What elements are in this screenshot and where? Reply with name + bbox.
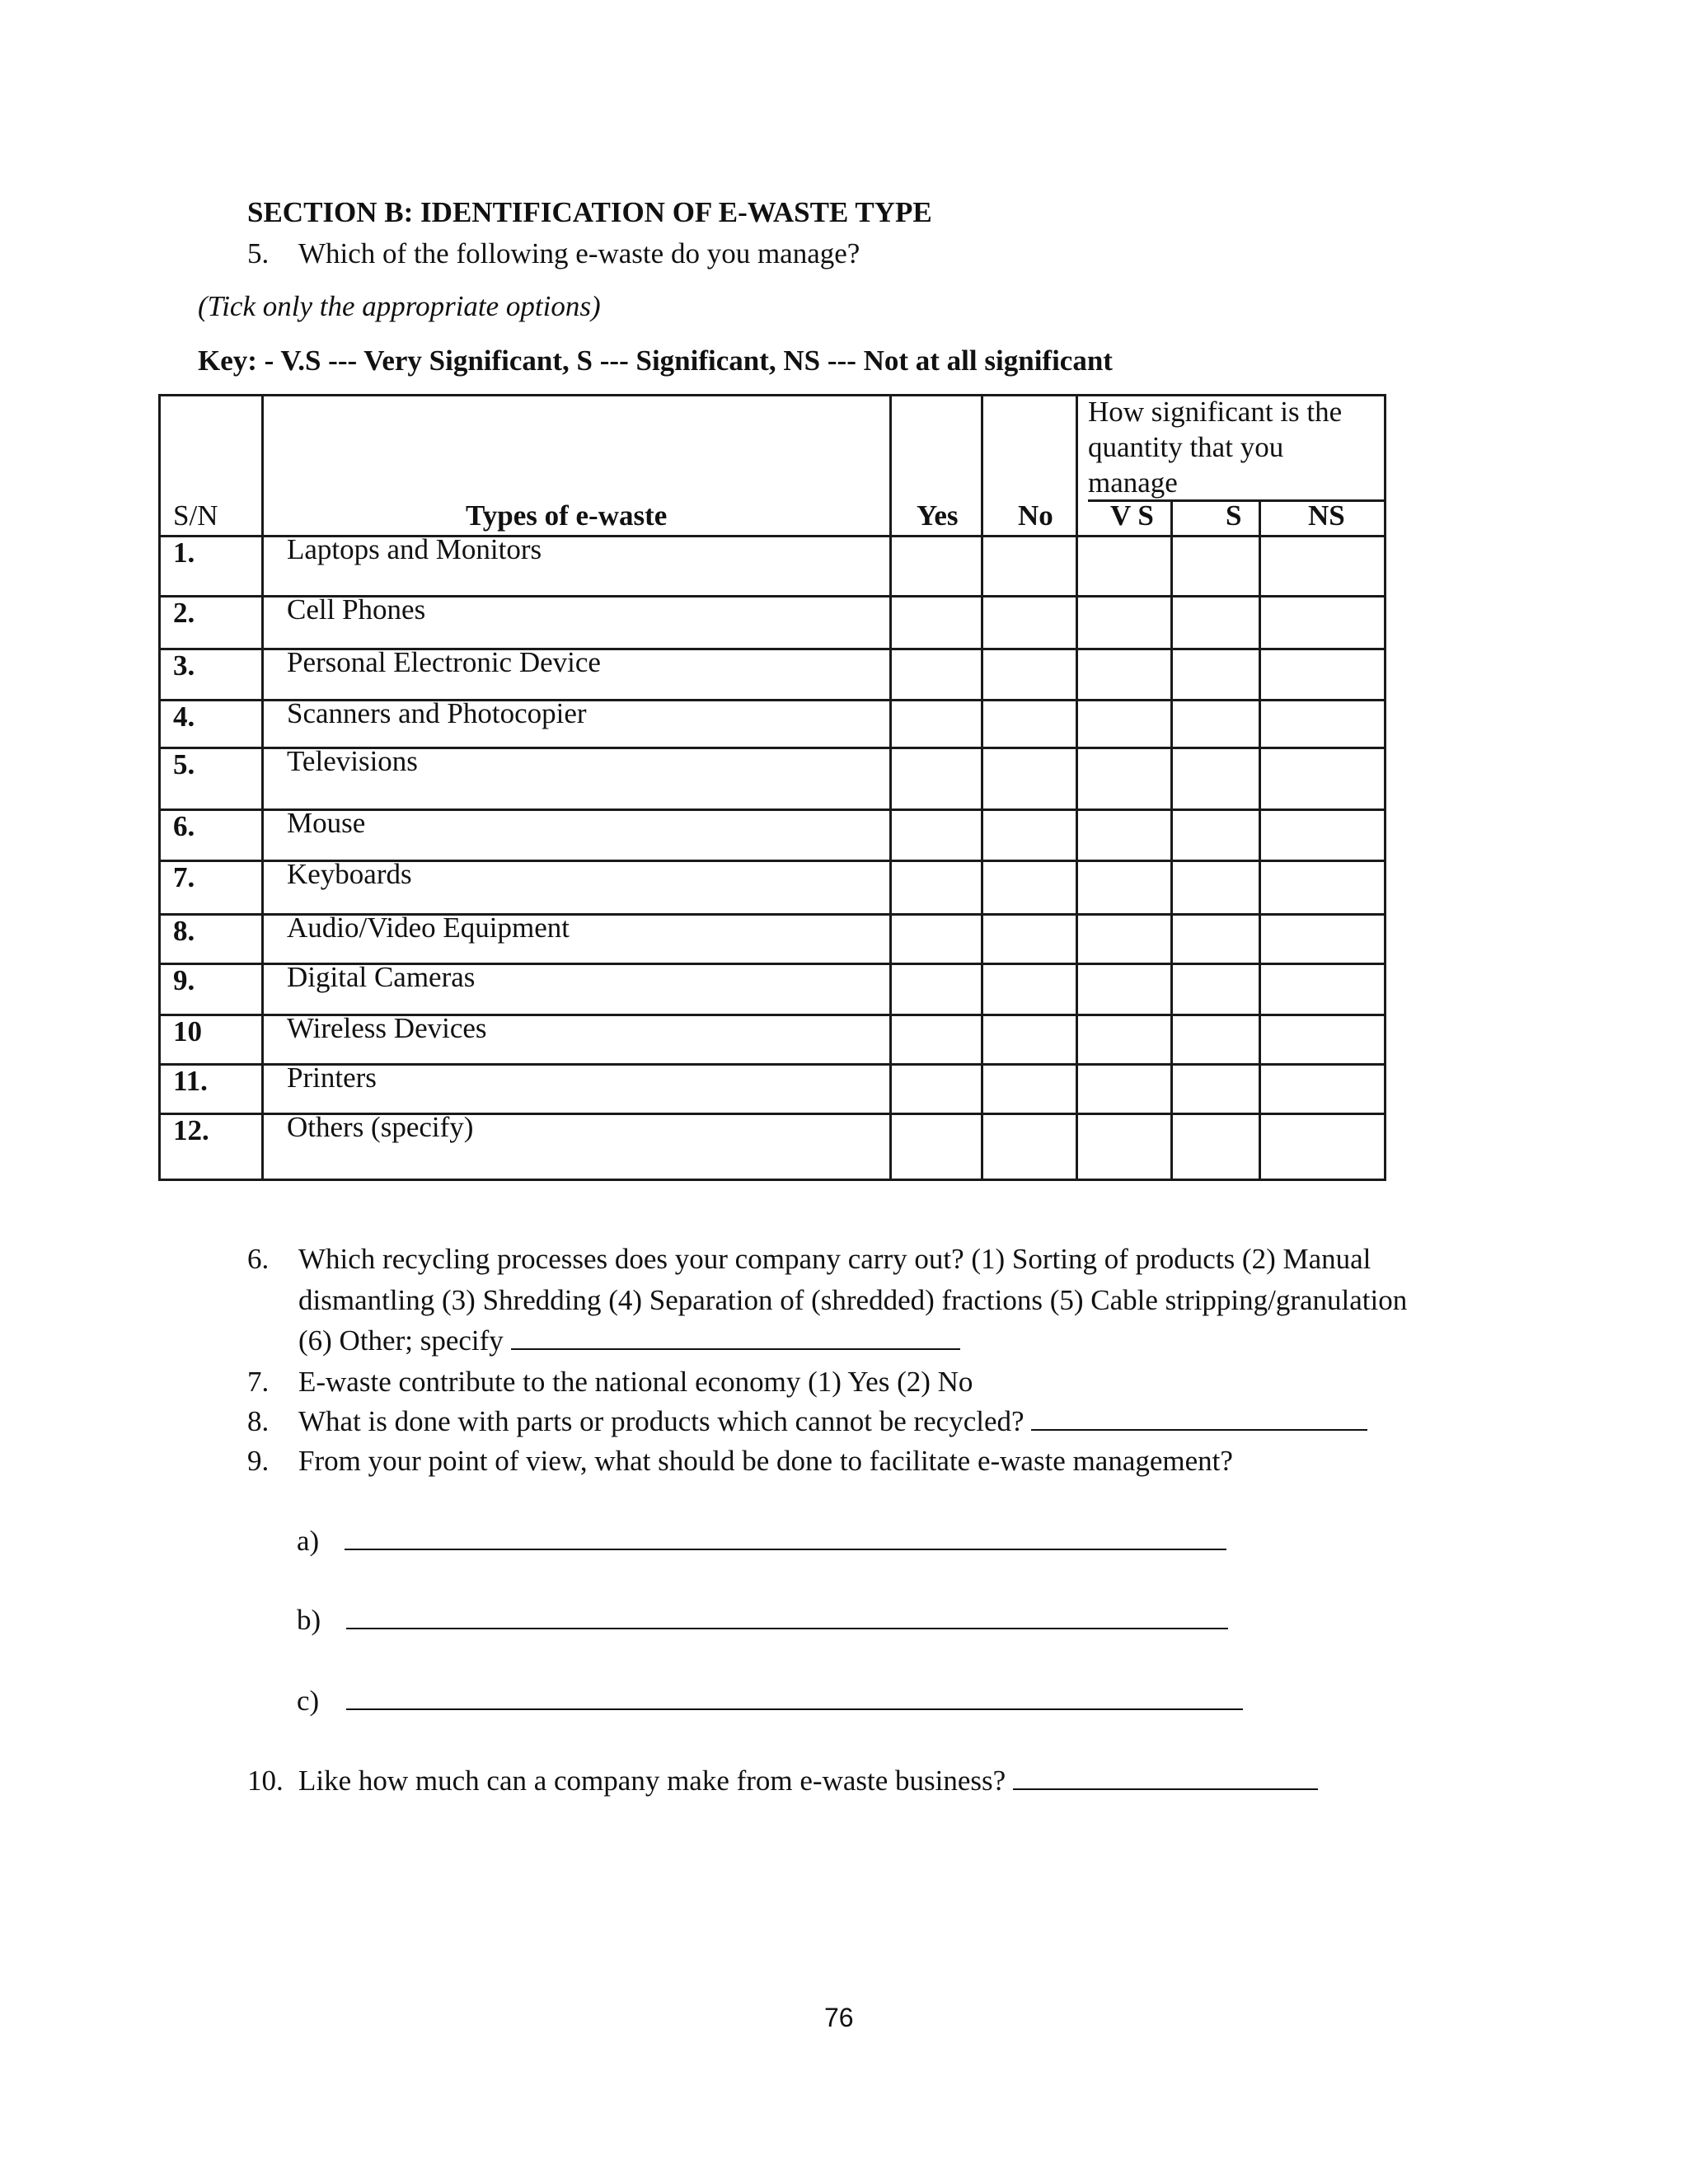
yes-checkbox-cell[interactable] — [892, 965, 981, 1014]
no-checkbox-cell[interactable] — [983, 811, 1076, 860]
row-waste-type: Laptops and Monitors — [287, 533, 542, 565]
answer-blank[interactable] — [1031, 1406, 1367, 1431]
ns-checkbox-cell[interactable] — [1261, 811, 1384, 860]
yes-checkbox-cell[interactable] — [892, 1016, 981, 1063]
s-checkbox-cell[interactable] — [1173, 862, 1259, 913]
question-number: 8. — [247, 1405, 270, 1437]
s-checkbox-cell[interactable] — [1173, 1115, 1259, 1179]
no-checkbox-cell[interactable] — [983, 1016, 1076, 1063]
no-checkbox-cell[interactable] — [983, 916, 1076, 963]
s-checkbox-cell[interactable] — [1173, 965, 1259, 1014]
option-label: a) — [297, 1525, 320, 1557]
table-column-line — [261, 394, 264, 1181]
question-5 — [247, 237, 860, 270]
instruction-note: (Tick only the appropriate options) — [198, 290, 601, 322]
no-checkbox-cell[interactable] — [983, 598, 1076, 648]
vs-checkbox-cell[interactable] — [1078, 650, 1170, 699]
question-text: What is done with parts or products which cannot be recycled? — [298, 1405, 1025, 1437]
s-checkbox-cell[interactable] — [1173, 916, 1259, 963]
question-number: 10. — [247, 1765, 284, 1797]
s-checkbox-cell[interactable] — [1173, 1066, 1259, 1113]
header-vs: V S — [1110, 499, 1154, 532]
row-serial-number: 6. — [173, 810, 195, 842]
row-serial-number: 7. — [173, 861, 195, 893]
table-column-line — [1076, 394, 1078, 1181]
significance-key: Key: - V.S --- Very Significant, S --- Significant, NS --- Not at all significant — [198, 344, 1113, 377]
vs-checkbox-cell[interactable] — [1078, 1115, 1170, 1179]
ns-checkbox-cell[interactable] — [1261, 916, 1384, 963]
row-divider — [158, 1179, 1386, 1181]
vs-checkbox-cell[interactable] — [1078, 1066, 1170, 1113]
ns-checkbox-cell[interactable] — [1261, 598, 1384, 648]
s-checkbox-cell[interactable] — [1173, 701, 1259, 747]
question-text: Like how much can a company make from e-waste business? — [298, 1765, 1006, 1797]
vs-checkbox-cell[interactable] — [1078, 811, 1170, 860]
question-text: (6) Other; specify — [298, 1324, 504, 1357]
row-waste-type: Printers — [287, 1062, 377, 1094]
row-serial-number: 11. — [173, 1065, 208, 1097]
vs-checkbox-cell[interactable] — [1078, 1016, 1170, 1063]
ns-checkbox-cell[interactable] — [1261, 1115, 1384, 1179]
option-label: c) — [297, 1685, 320, 1717]
yes-checkbox-cell[interactable] — [892, 1066, 981, 1113]
yes-checkbox-cell[interactable] — [892, 598, 981, 648]
question-10 — [247, 1765, 1318, 1797]
row-waste-type: Keyboards — [287, 858, 412, 890]
s-checkbox-cell[interactable] — [1173, 1016, 1259, 1063]
row-serial-number: 2. — [173, 597, 195, 629]
row-waste-type: Personal Electronic Device — [287, 646, 601, 678]
table-column-line — [1259, 499, 1261, 1181]
header-sn: S/N — [173, 499, 218, 532]
yes-checkbox-cell[interactable] — [892, 916, 981, 963]
s-checkbox-cell[interactable] — [1173, 598, 1259, 648]
header-yes: Yes — [917, 499, 959, 532]
ns-checkbox-cell[interactable] — [1261, 862, 1384, 913]
no-checkbox-cell[interactable] — [983, 650, 1076, 699]
yes-checkbox-cell[interactable] — [892, 537, 981, 595]
question-number: 7. — [247, 1366, 270, 1398]
ns-checkbox-cell[interactable] — [1261, 1016, 1384, 1063]
question-number: 9. — [247, 1445, 270, 1477]
table-column-line — [158, 394, 161, 1181]
s-checkbox-cell[interactable] — [1173, 537, 1259, 595]
question-8 — [247, 1405, 1367, 1438]
no-checkbox-cell[interactable] — [983, 701, 1076, 747]
row-waste-type: Televisions — [287, 745, 418, 777]
vs-checkbox-cell[interactable] — [1078, 965, 1170, 1014]
row-waste-type: Cell Phones — [287, 593, 426, 626]
vs-checkbox-cell[interactable] — [1078, 598, 1170, 648]
row-serial-number: 9. — [173, 964, 195, 996]
question-text: Which of the following e-waste do you manage? — [298, 237, 860, 269]
yes-checkbox-cell[interactable] — [892, 811, 981, 860]
ns-checkbox-cell[interactable] — [1261, 1066, 1384, 1113]
header-s: S — [1226, 499, 1242, 532]
header-ns: NS — [1308, 499, 1345, 532]
ns-checkbox-cell[interactable] — [1261, 650, 1384, 699]
s-checkbox-cell[interactable] — [1173, 749, 1259, 808]
question-9 — [247, 1445, 1233, 1478]
answer-blank[interactable] — [511, 1325, 960, 1350]
page-number: 76 — [824, 2003, 854, 2032]
header-significance-question: How significant is the quantity that you manage — [1088, 396, 1343, 499]
question-7 — [247, 1366, 973, 1399]
answer-blank[interactable] — [1013, 1765, 1318, 1790]
yes-checkbox-cell[interactable] — [892, 862, 981, 913]
row-serial-number: 3. — [173, 649, 195, 682]
no-checkbox-cell[interactable] — [983, 965, 1076, 1014]
vs-checkbox-cell[interactable] — [1078, 916, 1170, 963]
yes-checkbox-cell[interactable] — [892, 650, 981, 699]
vs-checkbox-cell[interactable] — [1078, 701, 1170, 747]
option-label: b) — [297, 1604, 321, 1636]
section-title: SECTION B: IDENTIFICATION OF E-WASTE TYPE — [247, 196, 932, 228]
header-type: Types of e-waste — [466, 499, 668, 532]
e-waste-table — [158, 394, 1386, 1179]
table-column-line — [889, 394, 892, 1181]
ns-checkbox-cell[interactable] — [1261, 701, 1384, 747]
answer-blank[interactable] — [345, 1526, 1226, 1550]
question-text: E-waste contribute to the national economy (1) Yes (2) No — [298, 1366, 973, 1398]
vs-checkbox-cell[interactable] — [1078, 862, 1170, 913]
question-text: From your point of view, what should be done to facilitate e-waste management? — [298, 1445, 1233, 1477]
table-column-line — [981, 394, 983, 1181]
row-waste-type: Others (specify) — [287, 1111, 474, 1143]
row-serial-number: 5. — [173, 748, 195, 780]
question-number: 6. — [247, 1243, 270, 1275]
answer-option-a — [297, 1525, 1226, 1558]
row-waste-type: Audio/Video Equipment — [287, 912, 570, 944]
row-waste-type: Mouse — [287, 807, 366, 839]
table-column-line — [1384, 394, 1386, 1181]
vs-checkbox-cell[interactable] — [1078, 749, 1170, 808]
table-column-line — [1170, 499, 1173, 1181]
header-no: No — [1018, 499, 1053, 532]
question-6 — [247, 1243, 1371, 1276]
no-checkbox-cell[interactable] — [983, 1115, 1076, 1179]
row-serial-number: 1. — [173, 537, 195, 569]
row-waste-type: Digital Cameras — [287, 961, 476, 993]
no-checkbox-cell[interactable] — [983, 749, 1076, 808]
row-serial-number: 8. — [173, 915, 195, 947]
question-text: Which recycling processes does your company carry out? (1) Sorting of products (2) Manual — [298, 1243, 1372, 1275]
ns-checkbox-cell[interactable] — [1261, 749, 1384, 808]
yes-checkbox-cell[interactable] — [892, 749, 981, 808]
vs-checkbox-cell[interactable] — [1078, 537, 1170, 595]
s-checkbox-cell[interactable] — [1173, 811, 1259, 860]
answer-option-c — [297, 1685, 1243, 1718]
row-waste-type: Wireless Devices — [287, 1012, 487, 1044]
yes-checkbox-cell[interactable] — [892, 701, 981, 747]
question-number: 5. — [247, 237, 270, 269]
no-checkbox-cell[interactable] — [983, 537, 1076, 595]
row-waste-type: Scanners and Photocopier — [287, 697, 587, 729]
question-6-line2: dismantling (3) Shredding (4) Separation of (shredded) fractions (5) Cable stripping/granulation — [298, 1284, 1408, 1316]
question-6-line3 — [298, 1324, 960, 1357]
s-checkbox-cell[interactable] — [1173, 650, 1259, 699]
answer-option-b — [297, 1604, 1228, 1637]
row-serial-number: 10 — [173, 1015, 202, 1047]
yes-checkbox-cell[interactable] — [892, 1115, 981, 1179]
answer-blank[interactable] — [346, 1685, 1243, 1710]
row-serial-number: 4. — [173, 701, 195, 733]
no-checkbox-cell[interactable] — [983, 1066, 1076, 1113]
answer-blank[interactable] — [346, 1605, 1228, 1629]
row-serial-number: 12. — [173, 1114, 209, 1146]
no-checkbox-cell[interactable] — [983, 862, 1076, 913]
ns-checkbox-cell[interactable] — [1261, 965, 1384, 1014]
ns-checkbox-cell[interactable] — [1261, 537, 1384, 595]
